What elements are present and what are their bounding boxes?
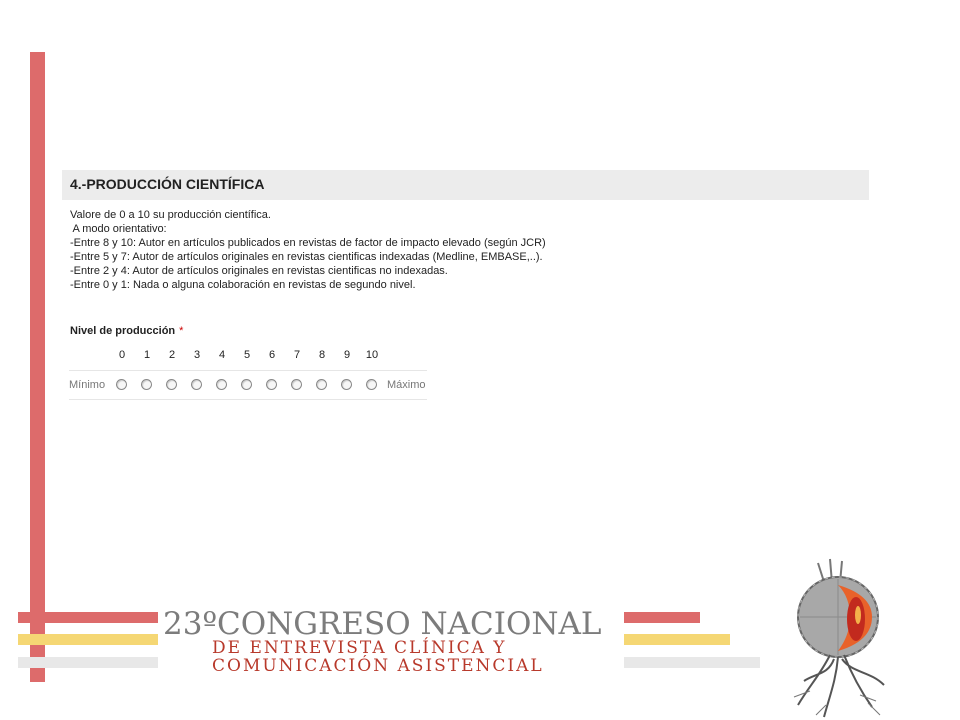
scale-number: 1 [143,349,151,361]
description-line: Valore de 0 a 10 su producción científica. [70,209,271,221]
radio-4[interactable] [216,379,227,390]
rating-scale-row [69,370,427,400]
scale-number: 4 [218,349,226,361]
description-line: -Entre 2 y 4: Autor de artículos originales en revistas cientificas no indexadas. [70,265,448,277]
banner-stripe-gray-right [624,657,760,668]
radio-5[interactable] [241,379,252,390]
question-label [70,325,183,337]
banner-stripe-yellow-left [18,634,158,645]
scale-number: 0 [118,349,126,361]
max-label: Máximo [387,379,426,391]
question-label-text: Nivel de producción [70,325,176,337]
scale-number: 10 [365,349,379,361]
description-line: -Entre 8 y 10: Autor en artículos publicados en revistas de factor de impacto elevado (según JCR) [70,237,546,249]
section-header [62,170,869,200]
question-description [70,208,546,292]
section-title: 4.-PRODUCCIÓN CIENTÍFICA [70,176,265,192]
radio-1[interactable] [141,379,152,390]
banner-stripe-gray-left [18,657,158,668]
banner-stripe-yellow-right [624,634,730,645]
radio-8[interactable] [316,379,327,390]
scale-number: 5 [243,349,251,361]
banner-subtitle-line2: COMUNICACIÓN ASISTENCIAL [212,656,544,676]
decorative-vertical-bar [30,52,45,682]
required-mark: * [179,325,184,337]
banner-stripe-red-right [624,612,700,623]
scale-number: 9 [343,349,351,361]
banner-subtitle-line1: DE ENTREVISTA CLÍNICA Y [212,638,507,658]
congress-logo-icon [780,555,900,720]
radio-7[interactable] [291,379,302,390]
scale-number: 8 [318,349,326,361]
scale-number: 3 [193,349,201,361]
min-label: Mínimo [69,379,106,391]
scale-number: 7 [293,349,301,361]
radio-2[interactable] [166,379,177,390]
scale-number: 6 [268,349,276,361]
description-line: -Entre 0 y 1: Nada o alguna colaboración en revistas de segundo nivel. [70,279,416,291]
radio-6[interactable] [266,379,277,390]
radio-9[interactable] [341,379,352,390]
description-line: -Entre 5 y 7: Autor de artículos originales en revistas cientificas indexadas (Medline, EMBASE,..). [70,251,543,263]
banner-stripe-red-left [18,612,158,623]
radio-3[interactable] [191,379,202,390]
banner-title: 23ºCONGRESO NACIONAL [163,606,602,642]
scale-number: 2 [168,349,176,361]
radio-10[interactable] [366,379,377,390]
description-line: A modo orientativo: [70,223,167,235]
radio-0[interactable] [116,379,127,390]
